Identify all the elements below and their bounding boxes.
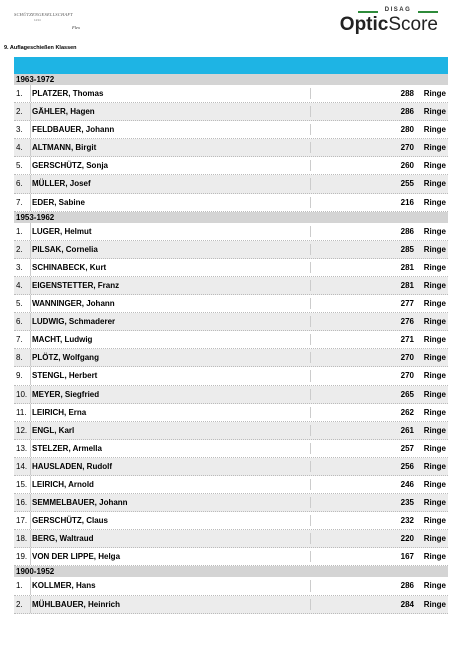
rank-cell: 1. <box>14 223 31 240</box>
table-row <box>14 194 448 212</box>
name-cell: PLATZER, Thomas <box>32 89 104 98</box>
unit-cell: Ringe <box>423 389 446 399</box>
group-header: 1900-1952 <box>14 566 448 577</box>
name-cell: EDER, Sabine <box>32 197 85 207</box>
unit-cell: Ringe <box>423 125 446 135</box>
rank-cell: 13. <box>14 440 31 457</box>
name-cell: PLÖTZ, Wolfgang <box>32 353 99 363</box>
unit-cell: Ringe <box>423 552 446 562</box>
unit-cell: Ringe <box>423 161 446 171</box>
unit-cell: Ringe <box>423 461 446 471</box>
name-cell: ENGL, Karl <box>32 425 75 435</box>
rank-cell: 9. <box>14 367 31 384</box>
rank-cell: 18. <box>14 530 31 547</box>
score-cell: 286 <box>400 581 414 591</box>
table-row <box>14 349 448 367</box>
club-logo-line3: Flex <box>72 25 80 30</box>
rank-cell: 19. <box>14 548 31 565</box>
rank-cell: 7. <box>14 194 31 211</box>
table-row <box>14 494 448 512</box>
name-cell: STELZER, Armella <box>32 443 102 453</box>
name-cell: PILSAK, Cornelia <box>32 244 98 254</box>
name-cell: GERSCHÜTZ, Sonja <box>32 161 109 171</box>
score-cell: 271 <box>400 335 414 345</box>
score-cell: 262 <box>400 407 414 417</box>
rank-cell: 6. <box>14 313 31 330</box>
name-cell: LEIRICH, Erna <box>32 407 87 417</box>
table-row <box>14 175 448 193</box>
unit-cell: Ringe <box>423 143 446 153</box>
score-cell: 167 <box>400 552 414 562</box>
rank-cell: 15. <box>14 476 31 493</box>
score-cell: 216 <box>400 197 414 207</box>
unit-cell: Ringe <box>423 317 446 327</box>
score-cell: 257 <box>400 443 414 453</box>
score-cell: 281 <box>400 262 414 272</box>
unit-cell: Ringe <box>423 262 446 272</box>
unit-cell: Ringe <box>423 335 446 345</box>
rank-cell: 5. <box>14 157 31 174</box>
unit-cell: Ringe <box>423 498 446 508</box>
table-row <box>14 404 448 422</box>
unit-cell: Ringe <box>423 197 446 207</box>
club-logo <box>14 12 124 38</box>
table-row <box>14 121 448 139</box>
rank-cell: 5. <box>14 295 31 312</box>
unit-cell: Ringe <box>423 443 446 453</box>
table-row <box>14 295 448 313</box>
brand-regular: Score <box>388 14 438 35</box>
table-row <box>14 440 448 458</box>
table-row <box>14 577 448 595</box>
score-cell: 285 <box>400 244 414 254</box>
table-row <box>14 259 448 277</box>
name-cell: FELDBAUER, Johann <box>32 125 115 135</box>
rank-cell: 3. <box>14 259 31 276</box>
unit-cell: Ringe <box>423 226 446 236</box>
score-cell: 255 <box>400 179 414 189</box>
brand-name <box>340 14 438 36</box>
name-cell: SCHINABECK, Kurt <box>32 262 107 272</box>
unit-cell: Ringe <box>423 107 446 117</box>
name-cell: EIGENSTETTER, Franz <box>32 280 120 290</box>
name-cell: WANNINGER, Johann <box>32 299 115 309</box>
name-cell: MÜLLER, Josef <box>32 179 91 189</box>
table-row <box>14 103 448 121</box>
rank-cell: 7. <box>14 331 31 348</box>
table-header-bar <box>14 57 448 74</box>
table-row <box>14 331 448 349</box>
score-cell: 220 <box>400 534 414 544</box>
name-cell: LEIRICH, Arnold <box>32 479 94 489</box>
name-cell: LUGER, Helmut <box>32 226 92 236</box>
score-cell: 280 <box>400 125 414 135</box>
name-cell: ALTMANN, Birgit <box>32 143 97 153</box>
score-cell: 276 <box>400 317 414 327</box>
rank-cell: 3. <box>14 121 31 138</box>
table-row <box>14 596 448 614</box>
table-row <box>14 277 448 295</box>
rank-cell: 12. <box>14 422 31 439</box>
table-row <box>14 386 448 404</box>
rank-cell: 4. <box>14 139 31 156</box>
unit-cell: Ringe <box>423 516 446 526</box>
score-cell: 270 <box>400 353 414 363</box>
table-row <box>14 530 448 548</box>
unit-cell: Ringe <box>423 479 446 489</box>
name-cell: STENGL, Herbert <box>32 371 98 381</box>
score-cell: 270 <box>400 371 414 381</box>
opticscore-logo <box>339 7 438 40</box>
results-table <box>14 74 448 614</box>
table-row <box>14 223 448 241</box>
table-row <box>14 157 448 175</box>
score-cell: 286 <box>400 226 414 236</box>
unit-cell: Ringe <box>423 244 446 254</box>
name-cell: VON DER LIPPE, Helga <box>32 552 121 562</box>
table-row <box>14 512 448 530</box>
name-cell: GERSCHÜTZ, Claus <box>32 516 109 526</box>
unit-cell: Ringe <box>423 353 446 363</box>
rank-cell: 2. <box>14 241 31 258</box>
unit-cell: Ringe <box>423 299 446 309</box>
rank-cell: 10. <box>14 386 31 403</box>
page-title: 9. Auflageschießen Klassen <box>4 45 77 51</box>
group-header: 1963-1972 <box>14 74 448 85</box>
unit-cell: Ringe <box>423 89 446 98</box>
rank-cell: 2. <box>14 103 31 120</box>
rank-cell: 4. <box>14 277 31 294</box>
unit-cell: Ringe <box>423 599 446 609</box>
score-cell: 260 <box>400 161 414 171</box>
table-row <box>14 476 448 494</box>
rank-cell: 2. <box>14 596 31 613</box>
page-header <box>0 0 450 40</box>
score-cell: 286 <box>400 107 414 117</box>
name-cell: HAUSLADEN, Rudolf <box>32 461 112 471</box>
name-cell: LUDWIG, Schmaderer <box>32 317 116 327</box>
table-row <box>14 367 448 385</box>
club-logo-line2: 1234 <box>34 18 41 22</box>
rank-cell: 8. <box>14 349 31 366</box>
table-row <box>14 458 448 476</box>
unit-cell: Ringe <box>423 280 446 290</box>
name-cell: KOLLMER, Hans <box>32 581 96 591</box>
rank-cell: 6. <box>14 175 31 192</box>
table-row <box>14 422 448 440</box>
group-header: 1953-1962 <box>14 212 448 223</box>
name-cell: SEMMELBAUER, Johann <box>32 498 128 508</box>
score-cell: 284 <box>400 599 414 609</box>
score-cell: 246 <box>400 479 414 489</box>
unit-cell: Ringe <box>423 425 446 435</box>
rank-cell: 16. <box>14 494 31 511</box>
score-cell: 270 <box>400 143 414 153</box>
score-cell: 235 <box>400 498 414 508</box>
disag-label: DISAG <box>384 7 412 13</box>
table-row <box>14 548 448 566</box>
rank-cell: 14. <box>14 458 31 475</box>
table-row <box>14 241 448 259</box>
unit-cell: Ringe <box>423 581 446 591</box>
name-cell: GÄHLER, Hagen <box>32 107 95 117</box>
unit-cell: Ringe <box>423 371 446 381</box>
score-cell: 232 <box>400 516 414 526</box>
score-cell: 265 <box>400 389 414 399</box>
table-row <box>14 139 448 157</box>
table-row <box>14 313 448 331</box>
name-cell: MÜHLBAUER, Heinrich <box>32 599 121 609</box>
rank-cell: 1. <box>14 577 31 594</box>
table-row <box>14 85 448 103</box>
score-cell: 277 <box>400 299 414 309</box>
rank-cell: 17. <box>14 512 31 529</box>
score-cell: 261 <box>400 425 414 435</box>
unit-cell: Ringe <box>423 179 446 189</box>
unit-cell: Ringe <box>423 407 446 417</box>
name-cell: BERG, Waltraud <box>32 534 94 544</box>
score-cell: 288 <box>400 89 414 98</box>
name-cell: MACHT, Ludwig <box>32 335 93 345</box>
club-logo-line1: SCHÜTZENGESELLSCHAFT <box>14 12 74 17</box>
score-cell: 281 <box>400 280 414 290</box>
rank-cell: 11. <box>14 404 31 421</box>
brand-bold: Optic <box>339 14 389 35</box>
name-cell: MEYER, Siegfried <box>32 389 100 399</box>
unit-cell: Ringe <box>423 534 446 544</box>
score-cell: 256 <box>400 461 414 471</box>
rank-cell: 1. <box>14 85 31 102</box>
